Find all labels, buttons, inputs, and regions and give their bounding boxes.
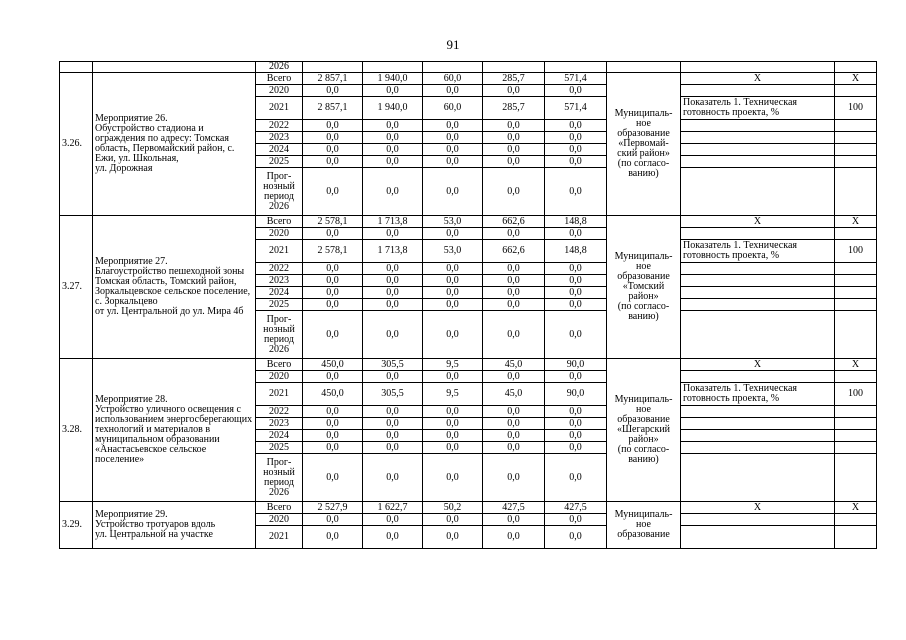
- empty-indicator-value-cell: [835, 442, 877, 454]
- year-cell: Всего: [256, 73, 303, 85]
- value-cell: 0,0: [363, 156, 423, 168]
- responsible-org: Муниципаль- ное образование «Шегарский район» (по согласо- ванию): [607, 359, 681, 502]
- measure-index: 3.27.: [60, 216, 93, 359]
- value-cell: 148,8: [545, 240, 607, 263]
- year-cell: Прог- нозный период 2026: [256, 454, 303, 502]
- empty-indicator-cell: [681, 514, 835, 526]
- value-cell: 0,0: [483, 120, 545, 132]
- value-cell: 285,7: [483, 97, 545, 120]
- empty-indicator-value-cell: [835, 144, 877, 156]
- empty-indicator-cell: [681, 454, 835, 502]
- value-cell: 0,0: [303, 418, 363, 430]
- value-cell: 0,0: [483, 454, 545, 502]
- value-cell: 0,0: [545, 311, 607, 359]
- x-value-cell: Х: [835, 502, 877, 514]
- value-cell: 0,0: [303, 371, 363, 383]
- value-cell: 0,0: [303, 228, 363, 240]
- value-cell: 0,0: [545, 156, 607, 168]
- value-cell: 0,0: [483, 430, 545, 442]
- value-cell: 450,0: [303, 383, 363, 406]
- year-cell: 2022: [256, 406, 303, 418]
- value-cell: 0,0: [303, 144, 363, 156]
- value-cell: 0,0: [545, 144, 607, 156]
- table-row-top: [60, 62, 877, 73]
- value-cell: 0,0: [363, 371, 423, 383]
- year-cell: Всего: [256, 216, 303, 228]
- value-cell: 1 713,8: [363, 240, 423, 263]
- year-cell: Всего: [256, 502, 303, 514]
- value-cell: 427,5: [483, 502, 545, 514]
- responsible-org: Муниципаль- ное образование «Первомай- ский район» (по согласо- ванию): [607, 73, 681, 216]
- table-row: [60, 73, 877, 85]
- year-cell: 2026: [256, 62, 303, 73]
- value-cell: 0,0: [545, 263, 607, 275]
- value-cell: 90,0: [545, 383, 607, 406]
- value-cell: 0,0: [363, 418, 423, 430]
- year-cell: 2023: [256, 275, 303, 287]
- value-cell: 0,0: [483, 263, 545, 275]
- empty-indicator-cell: [681, 132, 835, 144]
- value-cell: 0,0: [423, 442, 483, 454]
- value-cell: 0,0: [303, 85, 363, 97]
- x-value-cell: Х: [835, 359, 877, 371]
- value-cell: 0,0: [363, 514, 423, 526]
- value-cell: 0,0: [303, 514, 363, 526]
- table-row: [60, 359, 877, 371]
- value-cell: 0,0: [545, 85, 607, 97]
- value-cell: 9,5: [423, 383, 483, 406]
- empty-indicator-value-cell: [835, 418, 877, 430]
- year-cell: 2025: [256, 299, 303, 311]
- value-cell: 0,0: [483, 526, 545, 549]
- empty-cell: [835, 62, 877, 73]
- program-table: [59, 61, 877, 549]
- value-cell: 0,0: [363, 287, 423, 299]
- value-cell: 285,7: [483, 73, 545, 85]
- empty-cell: [607, 62, 681, 73]
- value-cell: 1 940,0: [363, 97, 423, 120]
- value-cell: 0,0: [363, 168, 423, 216]
- empty-indicator-value-cell: [835, 514, 877, 526]
- value-cell: 662,6: [483, 240, 545, 263]
- value-cell: 0,0: [483, 406, 545, 418]
- value-cell: 0,0: [545, 514, 607, 526]
- empty-indicator-cell: [681, 299, 835, 311]
- value-cell: 0,0: [363, 526, 423, 549]
- table-row: [60, 502, 877, 514]
- value-cell: 0,0: [545, 418, 607, 430]
- indicator-value: 100: [835, 383, 877, 406]
- empty-indicator-cell: [681, 430, 835, 442]
- year-cell: 2021: [256, 97, 303, 120]
- indicator-name: Показатель 1. Техническая готовность проекта, %: [681, 240, 835, 263]
- empty-indicator-value-cell: [835, 311, 877, 359]
- value-cell: 0,0: [483, 228, 545, 240]
- value-cell: 2 527,9: [303, 502, 363, 514]
- indicator-name: Показатель 1. Техническая готовность проекта, %: [681, 383, 835, 406]
- value-cell: 0,0: [363, 311, 423, 359]
- empty-indicator-value-cell: [835, 406, 877, 418]
- empty-cell: [545, 62, 607, 73]
- value-cell: 0,0: [423, 311, 483, 359]
- value-cell: 0,0: [303, 454, 363, 502]
- value-cell: 0,0: [483, 287, 545, 299]
- year-cell: 2023: [256, 132, 303, 144]
- table-body: [60, 62, 877, 549]
- year-cell: 2020: [256, 514, 303, 526]
- value-cell: 53,0: [423, 240, 483, 263]
- value-cell: 0,0: [545, 454, 607, 502]
- empty-indicator-cell: [681, 406, 835, 418]
- value-cell: 0,0: [303, 132, 363, 144]
- value-cell: 0,0: [483, 442, 545, 454]
- value-cell: 0,0: [545, 430, 607, 442]
- measure-index: 3.28.: [60, 359, 93, 502]
- value-cell: 0,0: [423, 120, 483, 132]
- value-cell: 0,0: [423, 156, 483, 168]
- value-cell: 662,6: [483, 216, 545, 228]
- value-cell: 0,0: [303, 299, 363, 311]
- value-cell: 305,5: [363, 383, 423, 406]
- value-cell: 0,0: [545, 442, 607, 454]
- value-cell: 0,0: [303, 406, 363, 418]
- measure-name: Мероприятие 27. Благоустройство пешеходной зоны Томская область, Томский район, Зоркальцевское сельское поселение, с. Зоркальцево от ул. Центральной до ул. Мира 4б: [93, 216, 256, 359]
- value-cell: 50,2: [423, 502, 483, 514]
- value-cell: 0,0: [423, 287, 483, 299]
- value-cell: 0,0: [363, 442, 423, 454]
- value-cell: 0,0: [545, 526, 607, 549]
- year-cell: 2020: [256, 85, 303, 97]
- empty-indicator-value-cell: [835, 168, 877, 216]
- empty-indicator-value-cell: [835, 120, 877, 132]
- value-cell: 60,0: [423, 73, 483, 85]
- empty-indicator-cell: [681, 228, 835, 240]
- empty-indicator-cell: [681, 442, 835, 454]
- value-cell: 0,0: [423, 514, 483, 526]
- value-cell: 0,0: [423, 526, 483, 549]
- empty-indicator-cell: [681, 275, 835, 287]
- measure-name: Мероприятие 28. Устройство уличного освещения с использованием энергосберегающих технологий и материалов в муниципальном образовании «Анастасьевское сельское поселение»: [93, 359, 256, 502]
- empty-indicator-cell: [681, 287, 835, 299]
- x-mark-cell: Х: [681, 359, 835, 371]
- value-cell: 0,0: [423, 144, 483, 156]
- value-cell: 45,0: [483, 383, 545, 406]
- empty-cell: [423, 62, 483, 73]
- value-cell: 0,0: [423, 406, 483, 418]
- value-cell: 9,5: [423, 359, 483, 371]
- empty-indicator-value-cell: [835, 526, 877, 549]
- empty-cell: [60, 62, 93, 73]
- value-cell: 0,0: [483, 168, 545, 216]
- empty-indicator-value-cell: [835, 454, 877, 502]
- value-cell: 0,0: [545, 168, 607, 216]
- empty-indicator-value-cell: [835, 263, 877, 275]
- indicator-name: Показатель 1. Техническая готовность проекта, %: [681, 97, 835, 120]
- value-cell: 0,0: [545, 299, 607, 311]
- year-cell: 2022: [256, 120, 303, 132]
- value-cell: 0,0: [423, 371, 483, 383]
- value-cell: 0,0: [303, 430, 363, 442]
- value-cell: 0,0: [303, 120, 363, 132]
- empty-indicator-cell: [681, 526, 835, 549]
- year-cell: Прог- нозный период 2026: [256, 311, 303, 359]
- year-cell: 2022: [256, 263, 303, 275]
- value-cell: 53,0: [423, 216, 483, 228]
- measure-index: 3.26.: [60, 73, 93, 216]
- value-cell: 2 578,1: [303, 240, 363, 263]
- empty-indicator-value-cell: [835, 132, 877, 144]
- value-cell: 427,5: [545, 502, 607, 514]
- empty-indicator-cell: [681, 85, 835, 97]
- value-cell: 60,0: [423, 97, 483, 120]
- value-cell: 0,0: [363, 275, 423, 287]
- empty-indicator-value-cell: [835, 287, 877, 299]
- empty-indicator-cell: [681, 311, 835, 359]
- empty-cell: [303, 62, 363, 73]
- empty-indicator-cell: [681, 144, 835, 156]
- value-cell: 0,0: [545, 275, 607, 287]
- year-cell: 2021: [256, 240, 303, 263]
- value-cell: 0,0: [303, 275, 363, 287]
- value-cell: 0,0: [303, 287, 363, 299]
- empty-cell: [483, 62, 545, 73]
- responsible-org: Муниципаль- ное образование: [607, 502, 681, 549]
- value-cell: 0,0: [363, 228, 423, 240]
- x-value-cell: Х: [835, 216, 877, 228]
- value-cell: 0,0: [545, 228, 607, 240]
- measure-name: Мероприятие 26. Обустройство стадиона и ограждения по адресу: Томская область, Первомайский район, с. Ежи, ул. Школьная, ул. Дорожная: [93, 73, 256, 216]
- value-cell: 0,0: [423, 228, 483, 240]
- measure-name: Мероприятие 29. Устройство тротуаров вдоль ул. Центральной на участке: [93, 502, 256, 549]
- value-cell: 0,0: [545, 287, 607, 299]
- value-cell: 0,0: [363, 299, 423, 311]
- year-cell: 2021: [256, 526, 303, 549]
- year-cell: 2020: [256, 371, 303, 383]
- value-cell: 0,0: [423, 454, 483, 502]
- table-row: [60, 216, 877, 228]
- x-value-cell: Х: [835, 73, 877, 85]
- value-cell: 0,0: [423, 263, 483, 275]
- value-cell: 45,0: [483, 359, 545, 371]
- empty-cell: [93, 62, 256, 73]
- value-cell: 0,0: [545, 371, 607, 383]
- empty-indicator-value-cell: [835, 275, 877, 287]
- value-cell: 0,0: [363, 454, 423, 502]
- value-cell: 2 578,1: [303, 216, 363, 228]
- value-cell: 0,0: [423, 275, 483, 287]
- value-cell: 0,0: [545, 120, 607, 132]
- value-cell: 0,0: [483, 371, 545, 383]
- value-cell: 1 622,7: [363, 502, 423, 514]
- responsible-org: Муниципаль- ное образование «Томский район» (по согласо- ванию): [607, 216, 681, 359]
- value-cell: 148,8: [545, 216, 607, 228]
- empty-indicator-cell: [681, 168, 835, 216]
- empty-indicator-cell: [681, 156, 835, 168]
- empty-indicator-value-cell: [835, 430, 877, 442]
- year-cell: Прог- нозный период 2026: [256, 168, 303, 216]
- value-cell: 0,0: [423, 168, 483, 216]
- indicator-value: 100: [835, 97, 877, 120]
- empty-cell: [681, 62, 835, 73]
- value-cell: 0,0: [423, 299, 483, 311]
- value-cell: 571,4: [545, 73, 607, 85]
- value-cell: 1 713,8: [363, 216, 423, 228]
- value-cell: 0,0: [363, 85, 423, 97]
- value-cell: 0,0: [545, 132, 607, 144]
- value-cell: 2 857,1: [303, 97, 363, 120]
- value-cell: 1 940,0: [363, 73, 423, 85]
- empty-indicator-value-cell: [835, 371, 877, 383]
- value-cell: 0,0: [423, 85, 483, 97]
- value-cell: 0,0: [363, 132, 423, 144]
- value-cell: 0,0: [303, 168, 363, 216]
- x-mark-cell: Х: [681, 73, 835, 85]
- year-cell: 2024: [256, 144, 303, 156]
- value-cell: 0,0: [303, 263, 363, 275]
- year-cell: 2021: [256, 383, 303, 406]
- value-cell: 0,0: [483, 132, 545, 144]
- year-cell: Всего: [256, 359, 303, 371]
- year-cell: 2024: [256, 287, 303, 299]
- value-cell: 0,0: [483, 156, 545, 168]
- value-cell: 305,5: [363, 359, 423, 371]
- value-cell: 0,0: [303, 156, 363, 168]
- value-cell: 0,0: [363, 430, 423, 442]
- value-cell: 0,0: [483, 275, 545, 287]
- value-cell: 0,0: [303, 442, 363, 454]
- page-number: 91: [446, 37, 460, 52]
- value-cell: 0,0: [423, 132, 483, 144]
- value-cell: 571,4: [545, 97, 607, 120]
- value-cell: 0,0: [483, 311, 545, 359]
- empty-indicator-cell: [681, 120, 835, 132]
- value-cell: 0,0: [363, 406, 423, 418]
- year-cell: 2025: [256, 442, 303, 454]
- empty-indicator-cell: [681, 263, 835, 275]
- value-cell: 0,0: [363, 144, 423, 156]
- year-cell: 2025: [256, 156, 303, 168]
- empty-indicator-value-cell: [835, 85, 877, 97]
- value-cell: 0,0: [423, 430, 483, 442]
- value-cell: 90,0: [545, 359, 607, 371]
- year-cell: 2024: [256, 430, 303, 442]
- value-cell: 0,0: [363, 120, 423, 132]
- year-cell: 2023: [256, 418, 303, 430]
- value-cell: 0,0: [483, 299, 545, 311]
- value-cell: 0,0: [483, 418, 545, 430]
- value-cell: 0,0: [423, 418, 483, 430]
- value-cell: 0,0: [303, 526, 363, 549]
- empty-indicator-value-cell: [835, 228, 877, 240]
- value-cell: 0,0: [303, 311, 363, 359]
- empty-indicator-cell: [681, 371, 835, 383]
- value-cell: 0,0: [363, 263, 423, 275]
- x-mark-cell: Х: [681, 502, 835, 514]
- value-cell: 0,0: [483, 144, 545, 156]
- x-mark-cell: Х: [681, 216, 835, 228]
- measure-index: 3.29.: [60, 502, 93, 549]
- value-cell: 0,0: [483, 85, 545, 97]
- value-cell: 0,0: [483, 514, 545, 526]
- empty-cell: [363, 62, 423, 73]
- indicator-value: 100: [835, 240, 877, 263]
- empty-indicator-cell: [681, 418, 835, 430]
- value-cell: 2 857,1: [303, 73, 363, 85]
- empty-indicator-value-cell: [835, 156, 877, 168]
- empty-indicator-value-cell: [835, 299, 877, 311]
- value-cell: 450,0: [303, 359, 363, 371]
- value-cell: 0,0: [545, 406, 607, 418]
- year-cell: 2020: [256, 228, 303, 240]
